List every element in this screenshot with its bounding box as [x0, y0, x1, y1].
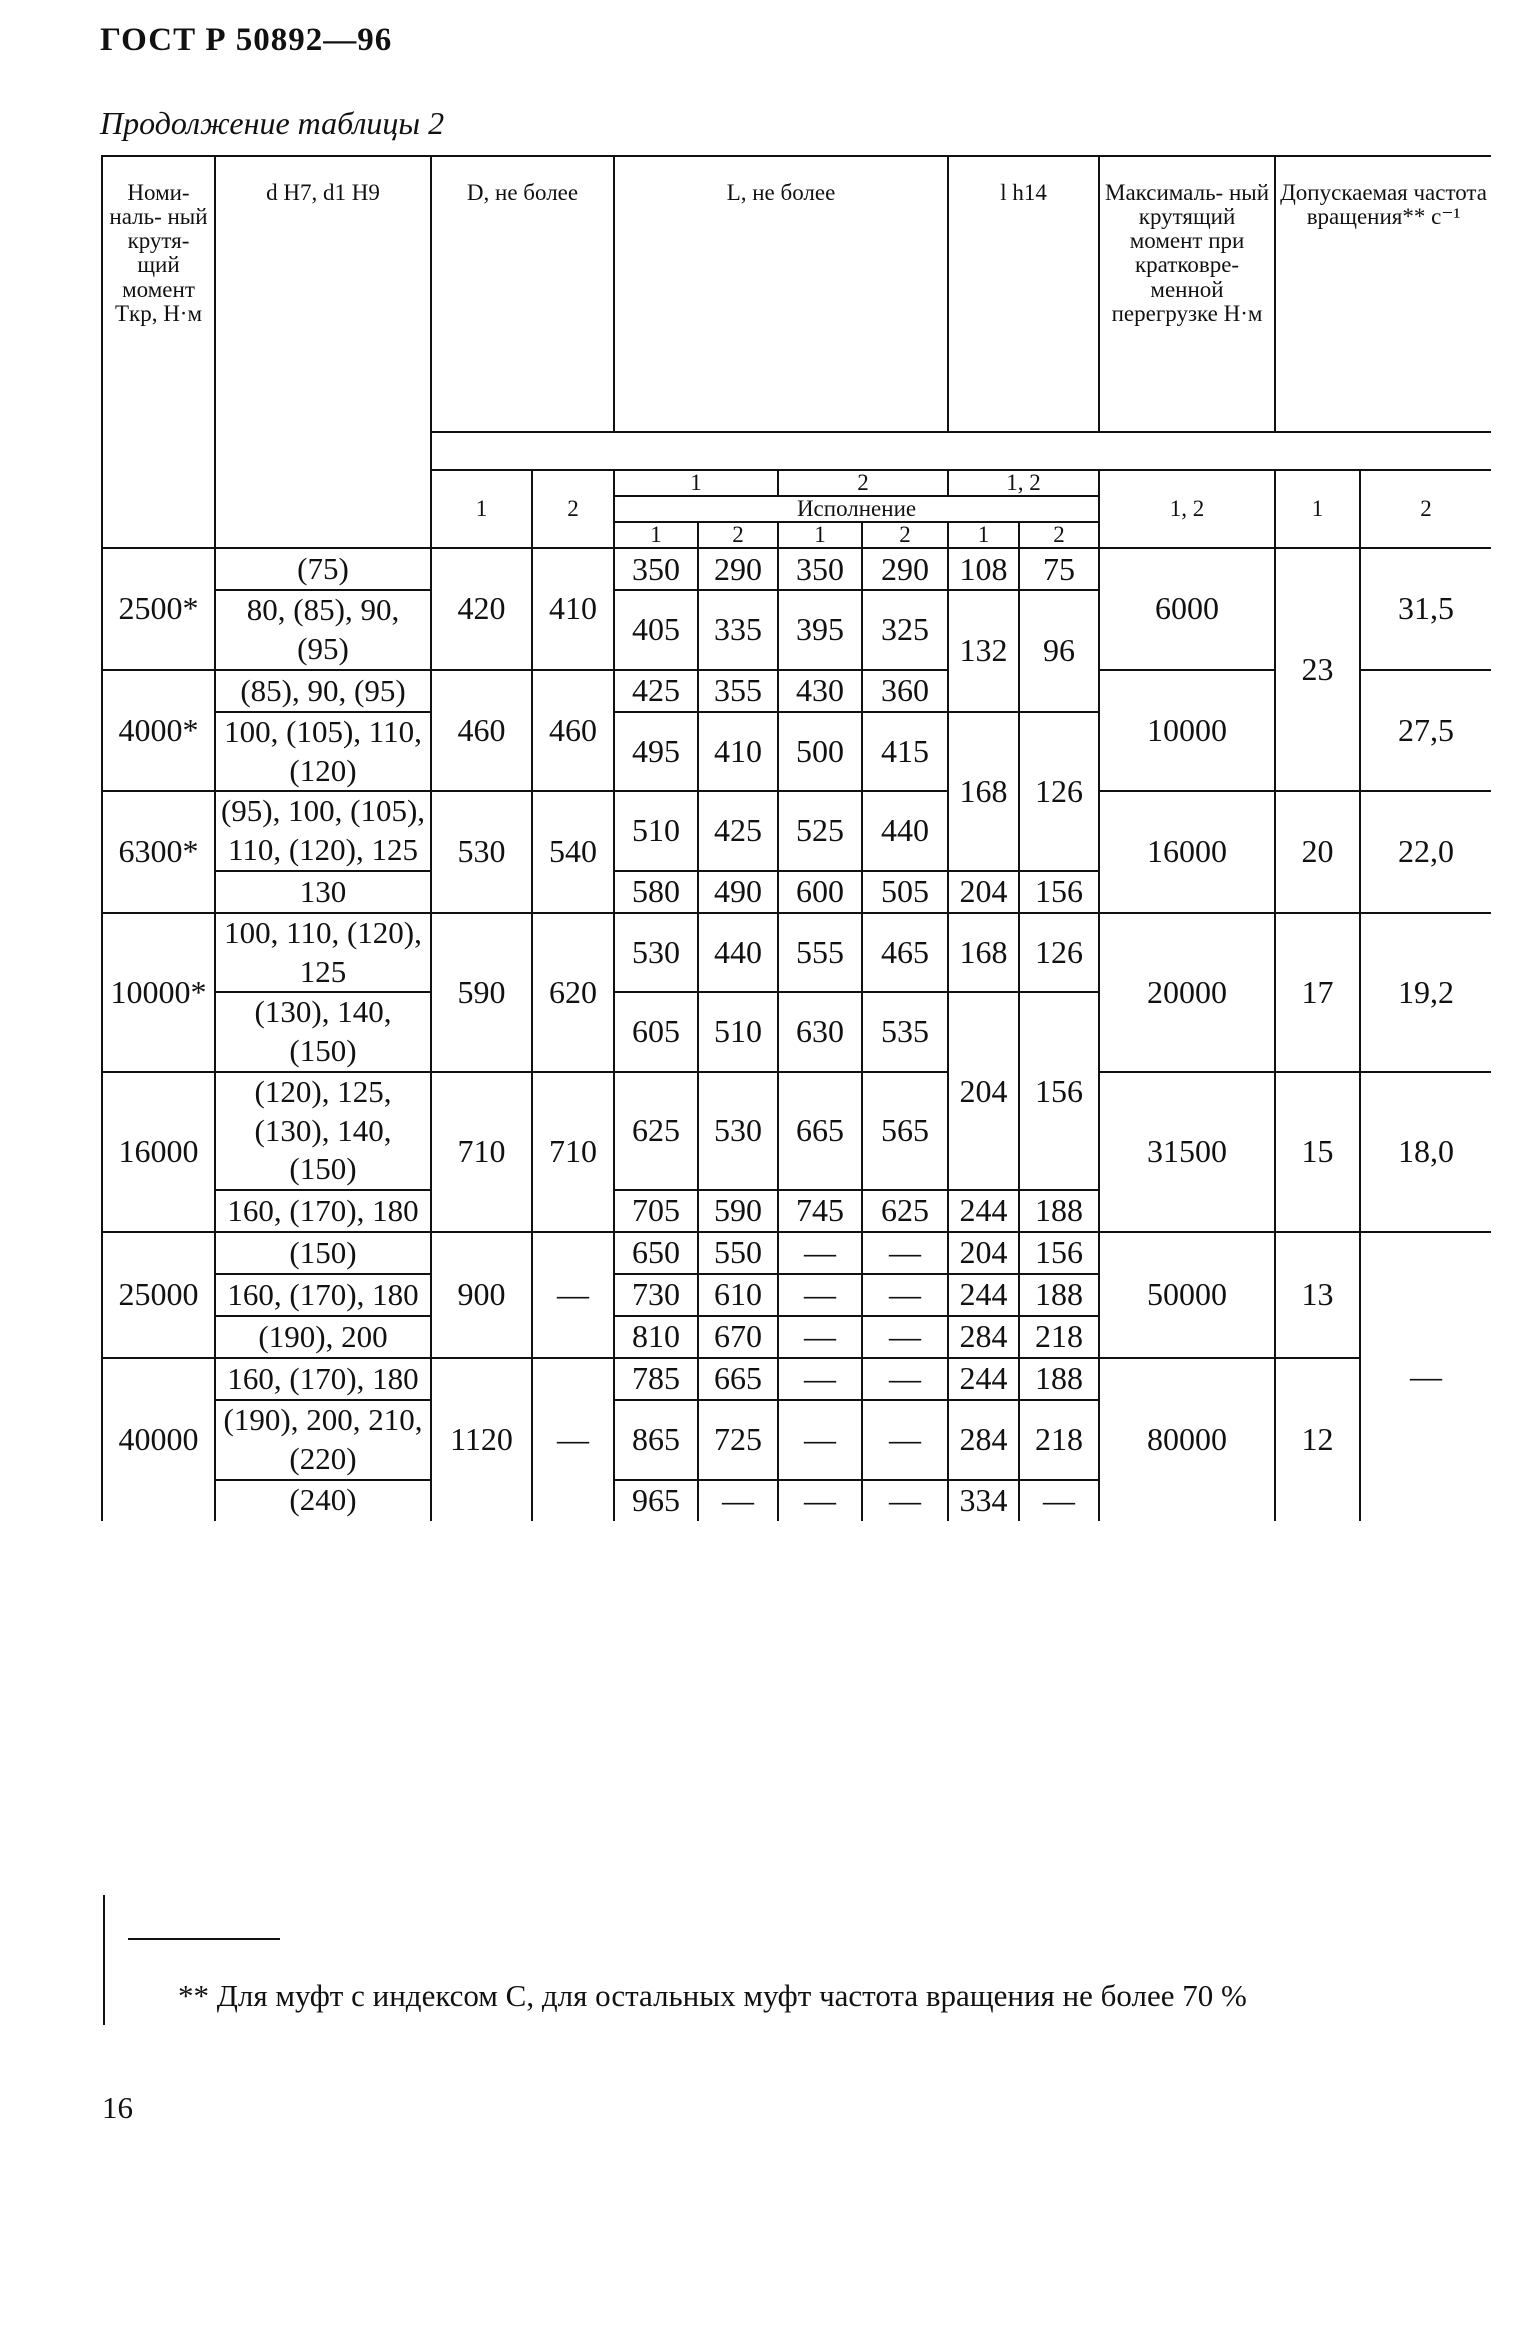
bore-cell: (130), 140, (150): [215, 992, 431, 1072]
L21-cell: 350: [778, 548, 862, 590]
D2-cell: 460: [532, 670, 614, 792]
L12-cell: 290: [698, 548, 778, 590]
l1-cell: 204: [948, 1232, 1019, 1274]
L22-cell: 290: [862, 548, 948, 590]
L11-cell: 580: [614, 871, 698, 913]
max-torque-cell: 16000: [1099, 791, 1275, 913]
bore-cell: (240): [215, 1480, 431, 1521]
L22-cell: 625: [862, 1190, 948, 1232]
table-row: [102, 791, 1491, 871]
freq1-cell: 17: [1275, 913, 1360, 1072]
L22-cell: 440: [862, 791, 948, 871]
col-header-D-2: 2: [532, 470, 614, 548]
coupling-spec-table: [101, 155, 1491, 1521]
l2-cell: 75: [1019, 548, 1099, 590]
bore-cell: 100, (105), 110, (120): [215, 712, 431, 792]
torque-cell: 2500*: [102, 548, 215, 670]
L12-cell: 425: [698, 791, 778, 871]
l2-cell: 126: [1019, 712, 1099, 871]
D2-cell: —: [532, 1232, 614, 1358]
footnote: ** Для муфт с индексом С, для остальных муфт частота вращения не более 70 %: [178, 1978, 1247, 2013]
bore-cell: 160, (170), 180: [215, 1190, 431, 1232]
l1-cell: 168: [948, 712, 1019, 871]
L22-cell: 325: [862, 590, 948, 670]
page-number: 16: [102, 2090, 133, 2125]
freq1-cell: 13: [1275, 1232, 1360, 1358]
document-title: ГОСТ Р 50892—96: [100, 22, 393, 58]
L22-cell: 565: [862, 1072, 948, 1190]
l2-cell: 218: [1019, 1400, 1099, 1480]
L22-cell: —: [862, 1480, 948, 1521]
L21-cell: 630: [778, 992, 862, 1072]
l1-cell: 244: [948, 1190, 1019, 1232]
freq1-cell: 15: [1275, 1072, 1360, 1232]
col-header-max-torque: Максималь- ный крутящий момент при кратковре- менной перегрузке Н·м: [1099, 156, 1275, 432]
max-torque-cell: 50000: [1099, 1232, 1275, 1358]
col-header-D-1: 1: [431, 470, 532, 548]
L21-cell: —: [778, 1358, 862, 1400]
col-header-nominal-torque: Номи- наль- ный крутя- щий момент Tкр, Н·м: [102, 156, 215, 548]
L22-cell: —: [862, 1316, 948, 1358]
L11-cell: 510: [614, 791, 698, 871]
L12-cell: 725: [698, 1400, 778, 1480]
D2-cell: 410: [532, 548, 614, 670]
L21-cell: 525: [778, 791, 862, 871]
bore-cell: (190), 200, 210, (220): [215, 1400, 431, 1480]
l1-cell: 168: [948, 913, 1019, 993]
freq1-cell: 20: [1275, 791, 1360, 913]
bore-cell: (120), 125, (130), 140, (150): [215, 1072, 431, 1190]
bore-cell: 160, (170), 180: [215, 1274, 431, 1316]
l2-cell: 96: [1019, 590, 1099, 712]
L12-cell: 510: [698, 992, 778, 1072]
spec-table-container: [101, 155, 1491, 1521]
L22-cell: —: [862, 1358, 948, 1400]
col-header-sub-2: 2: [698, 522, 778, 548]
max-torque-cell: 80000: [1099, 1358, 1275, 1521]
L11-cell: 605: [614, 992, 698, 1072]
torque-cell: 6300*: [102, 791, 215, 913]
L22-cell: 535: [862, 992, 948, 1072]
l2-cell: 156: [1019, 871, 1099, 913]
L11-cell: 625: [614, 1072, 698, 1190]
L11-cell: 530: [614, 913, 698, 993]
L12-cell: 610: [698, 1274, 778, 1316]
D2-cell: 540: [532, 791, 614, 913]
col-header-sub-1: 1: [778, 522, 862, 548]
l2-cell: 156: [1019, 992, 1099, 1190]
bore-cell: (75): [215, 548, 431, 590]
D1-cell: 1120: [431, 1358, 532, 1521]
L12-cell: 335: [698, 590, 778, 670]
L21-cell: —: [778, 1316, 862, 1358]
bore-cell: 130: [215, 871, 431, 913]
l1-cell: 284: [948, 1400, 1019, 1480]
l2-cell: 126: [1019, 913, 1099, 993]
D2-cell: 620: [532, 913, 614, 1072]
header-spacer: [431, 432, 1491, 470]
bore-cell: 80, (85), 90, (95): [215, 590, 431, 670]
L11-cell: 730: [614, 1274, 698, 1316]
L22-cell: 505: [862, 871, 948, 913]
bore-cell: (95), 100, (105), 110, (120), 125: [215, 791, 431, 871]
torque-cell: 25000: [102, 1232, 215, 1358]
table-row: [102, 1358, 1491, 1400]
L11-cell: 425: [614, 670, 698, 712]
col-header-L-version-2: 2: [778, 470, 948, 496]
L21-cell: —: [778, 1480, 862, 1521]
L22-cell: 360: [862, 670, 948, 712]
bore-cell: (85), 90, (95): [215, 670, 431, 712]
freq1-cell: 12: [1275, 1358, 1360, 1521]
freq2-cell: 22,0: [1360, 791, 1491, 913]
freq2-cell: —: [1360, 1232, 1491, 1521]
L21-cell: 665: [778, 1072, 862, 1190]
D2-cell: —: [532, 1358, 614, 1521]
l1-cell: 334: [948, 1480, 1019, 1521]
col-header-l-version-12: 1, 2: [948, 470, 1099, 496]
left-margin-rule: [103, 1895, 105, 2025]
L12-cell: 440: [698, 913, 778, 993]
L11-cell: 495: [614, 712, 698, 792]
L11-cell: 965: [614, 1480, 698, 1521]
L21-cell: —: [778, 1400, 862, 1480]
bore-cell: 100, 110, (120), 125: [215, 913, 431, 993]
L12-cell: 665: [698, 1358, 778, 1400]
L11-cell: 785: [614, 1358, 698, 1400]
col-header-L-version-1: 1: [614, 470, 778, 496]
table-row: [102, 548, 1491, 590]
bore-cell: (190), 200: [215, 1316, 431, 1358]
l2-cell: 188: [1019, 1190, 1099, 1232]
L22-cell: —: [862, 1232, 948, 1274]
col-header-max-torque-version: 1, 2: [1099, 470, 1275, 548]
L21-cell: 500: [778, 712, 862, 792]
col-header-outer-diameter: D, не более: [431, 156, 614, 432]
L11-cell: 405: [614, 590, 698, 670]
L12-cell: 550: [698, 1232, 778, 1274]
col-header-rotation-frequency: Допускаемая частота вращения** с⁻¹: [1275, 156, 1491, 432]
D1-cell: 530: [431, 791, 532, 913]
l1-cell: 284: [948, 1316, 1019, 1358]
freq2-cell: 27,5: [1360, 670, 1491, 792]
l2-cell: 156: [1019, 1232, 1099, 1274]
D1-cell: 590: [431, 913, 532, 1072]
max-torque-cell: 20000: [1099, 913, 1275, 1072]
L22-cell: 465: [862, 913, 948, 993]
L21-cell: 430: [778, 670, 862, 712]
D1-cell: 420: [431, 548, 532, 670]
col-header-length: L, не более: [614, 156, 948, 432]
D1-cell: 900: [431, 1232, 532, 1358]
table-row: [102, 913, 1491, 993]
L12-cell: 490: [698, 871, 778, 913]
L11-cell: 350: [614, 548, 698, 590]
L21-cell: 555: [778, 913, 862, 993]
col-header-sub-2: 2: [1019, 522, 1099, 548]
L12-cell: 670: [698, 1316, 778, 1358]
L12-cell: 530: [698, 1072, 778, 1190]
table-row: [102, 1072, 1491, 1190]
L12-cell: 410: [698, 712, 778, 792]
freq2-cell: 31,5: [1360, 548, 1491, 670]
l1-cell: 204: [948, 871, 1019, 913]
l2-cell: 188: [1019, 1274, 1099, 1316]
L21-cell: —: [778, 1274, 862, 1316]
col-header-hub-length: l h14: [948, 156, 1099, 432]
col-header-freq-1: 1: [1275, 470, 1360, 548]
l1-cell: 108: [948, 548, 1019, 590]
col-header-sub-2: 2: [862, 522, 948, 548]
l1-cell: 132: [948, 590, 1019, 712]
L21-cell: 745: [778, 1190, 862, 1232]
D1-cell: 460: [431, 670, 532, 792]
L11-cell: 865: [614, 1400, 698, 1480]
L12-cell: —: [698, 1480, 778, 1521]
L22-cell: —: [862, 1274, 948, 1316]
l1-cell: 244: [948, 1358, 1019, 1400]
L11-cell: 705: [614, 1190, 698, 1232]
D1-cell: 710: [431, 1072, 532, 1232]
L21-cell: 395: [778, 590, 862, 670]
table-continuation-caption: Продолжение таблицы 2: [100, 105, 445, 141]
table-row: [102, 1232, 1491, 1274]
freq2-cell: 18,0: [1360, 1072, 1491, 1232]
max-torque-cell: 31500: [1099, 1072, 1275, 1232]
col-header-bore-diameter: d H7, d1 H9: [215, 156, 431, 548]
freq2-cell: 19,2: [1360, 913, 1491, 1072]
col-header-sub-1: 1: [614, 522, 698, 548]
torque-cell: 10000*: [102, 913, 215, 1072]
col-header-sub-1: 1: [948, 522, 1019, 548]
L12-cell: 355: [698, 670, 778, 712]
D2-cell: 710: [532, 1072, 614, 1232]
bore-cell: 160, (170), 180: [215, 1358, 431, 1400]
l1-cell: 204: [948, 992, 1019, 1190]
l2-cell: —: [1019, 1480, 1099, 1521]
max-torque-cell: 6000: [1099, 548, 1275, 670]
max-torque-cell: 10000: [1099, 670, 1275, 792]
col-header-ispolnenie: Исполнение: [614, 496, 1099, 522]
L12-cell: 590: [698, 1190, 778, 1232]
torque-cell: 40000: [102, 1358, 215, 1521]
freq1-cell: 23: [1275, 548, 1360, 791]
l2-cell: 218: [1019, 1316, 1099, 1358]
l1-cell: 244: [948, 1274, 1019, 1316]
col-header-freq-2: 2: [1360, 470, 1491, 548]
L11-cell: 810: [614, 1316, 698, 1358]
L22-cell: —: [862, 1400, 948, 1480]
L11-cell: 650: [614, 1232, 698, 1274]
l2-cell: 188: [1019, 1358, 1099, 1400]
torque-cell: 4000*: [102, 670, 215, 792]
bore-cell: (150): [215, 1232, 431, 1274]
L21-cell: 600: [778, 871, 862, 913]
footnote-separator: [128, 1938, 280, 1940]
torque-cell: 16000: [102, 1072, 215, 1232]
L22-cell: 415: [862, 712, 948, 792]
L21-cell: —: [778, 1232, 862, 1274]
